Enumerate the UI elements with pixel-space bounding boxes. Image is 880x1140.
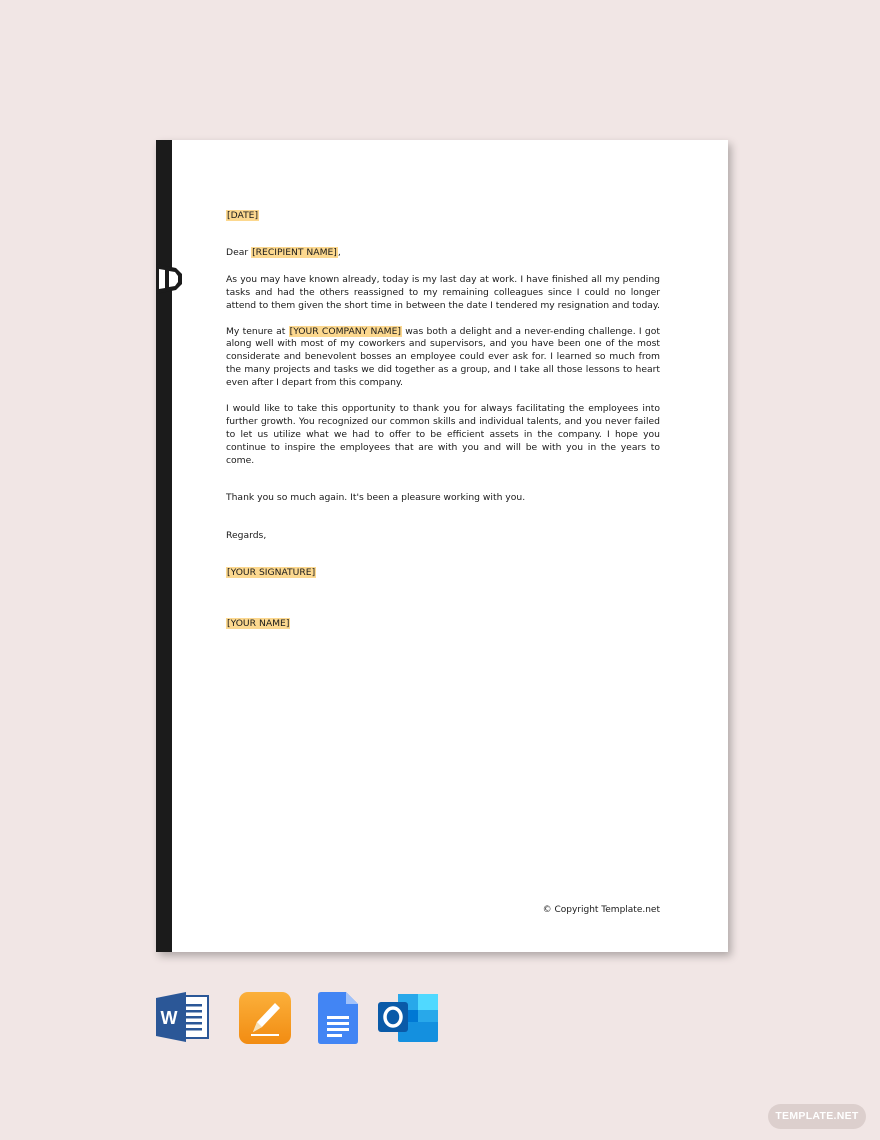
greeting-prefix: Dear	[226, 246, 252, 258]
svg-text:W: W	[160, 1008, 178, 1028]
letter-body	[226, 210, 660, 631]
paragraph-2-rest: was both a delight and a never-ending challenge. I got along well with most of my coworkers and supervisors, and you have been one of the most considerate and benevolent bosses an employee could ever ask for. I learned so much from the many projects and tasks we did together as a group, and I take all those lessons to heart even after I depart from this company.	[226, 325, 660, 389]
template-net-badge[interactable]: TEMPLATE.NET	[768, 1104, 866, 1129]
apple-pages-icon[interactable]	[239, 992, 291, 1044]
greeting	[226, 247, 660, 260]
letter-page	[156, 140, 728, 952]
paragraph-1: As you may have known already, today is my last day at work. I have finished all my pending tasks and had the others reassigned to my remaining colleagues since I could no longer attend to them given the short time in between the date I tendered my resignation and today.	[226, 273, 660, 311]
binder-tab-icon	[156, 264, 182, 294]
microsoft-outlook-icon[interactable]	[378, 992, 440, 1044]
signature-placeholder: [YOUR SIGNATURE]	[227, 567, 316, 579]
recipient-placeholder: [RECIPIENT NAME]	[252, 246, 337, 258]
thanks-line: Thank you so much again. It's been a pleasure working with you.	[226, 491, 526, 503]
microsoft-word-icon[interactable]	[156, 992, 210, 1042]
google-docs-icon[interactable]	[318, 992, 358, 1044]
greeting-suffix: ,	[337, 246, 341, 258]
paragraph-2-prefix: My tenure at	[226, 325, 289, 337]
paragraph-2	[226, 326, 660, 391]
closing: Regards,	[226, 529, 267, 541]
company-placeholder: [YOUR COMPANY NAME]	[289, 325, 401, 337]
date-placeholder: [DATE]	[227, 210, 259, 221]
copyright-text: © Copyright Template.net	[542, 905, 660, 915]
page-spine	[156, 140, 172, 952]
paragraph-3: I would like to take this opportunity to thank you for always facilitating the employees into further growth. You recognized our common skills and individual talents, and you never failed to let us utilize what we had to offer to be efficient assets in the company. I hope you continue to inspire the employees that are with you and will be with you in the years to come.	[226, 403, 660, 466]
name-placeholder: [YOUR NAME]	[227, 618, 290, 630]
